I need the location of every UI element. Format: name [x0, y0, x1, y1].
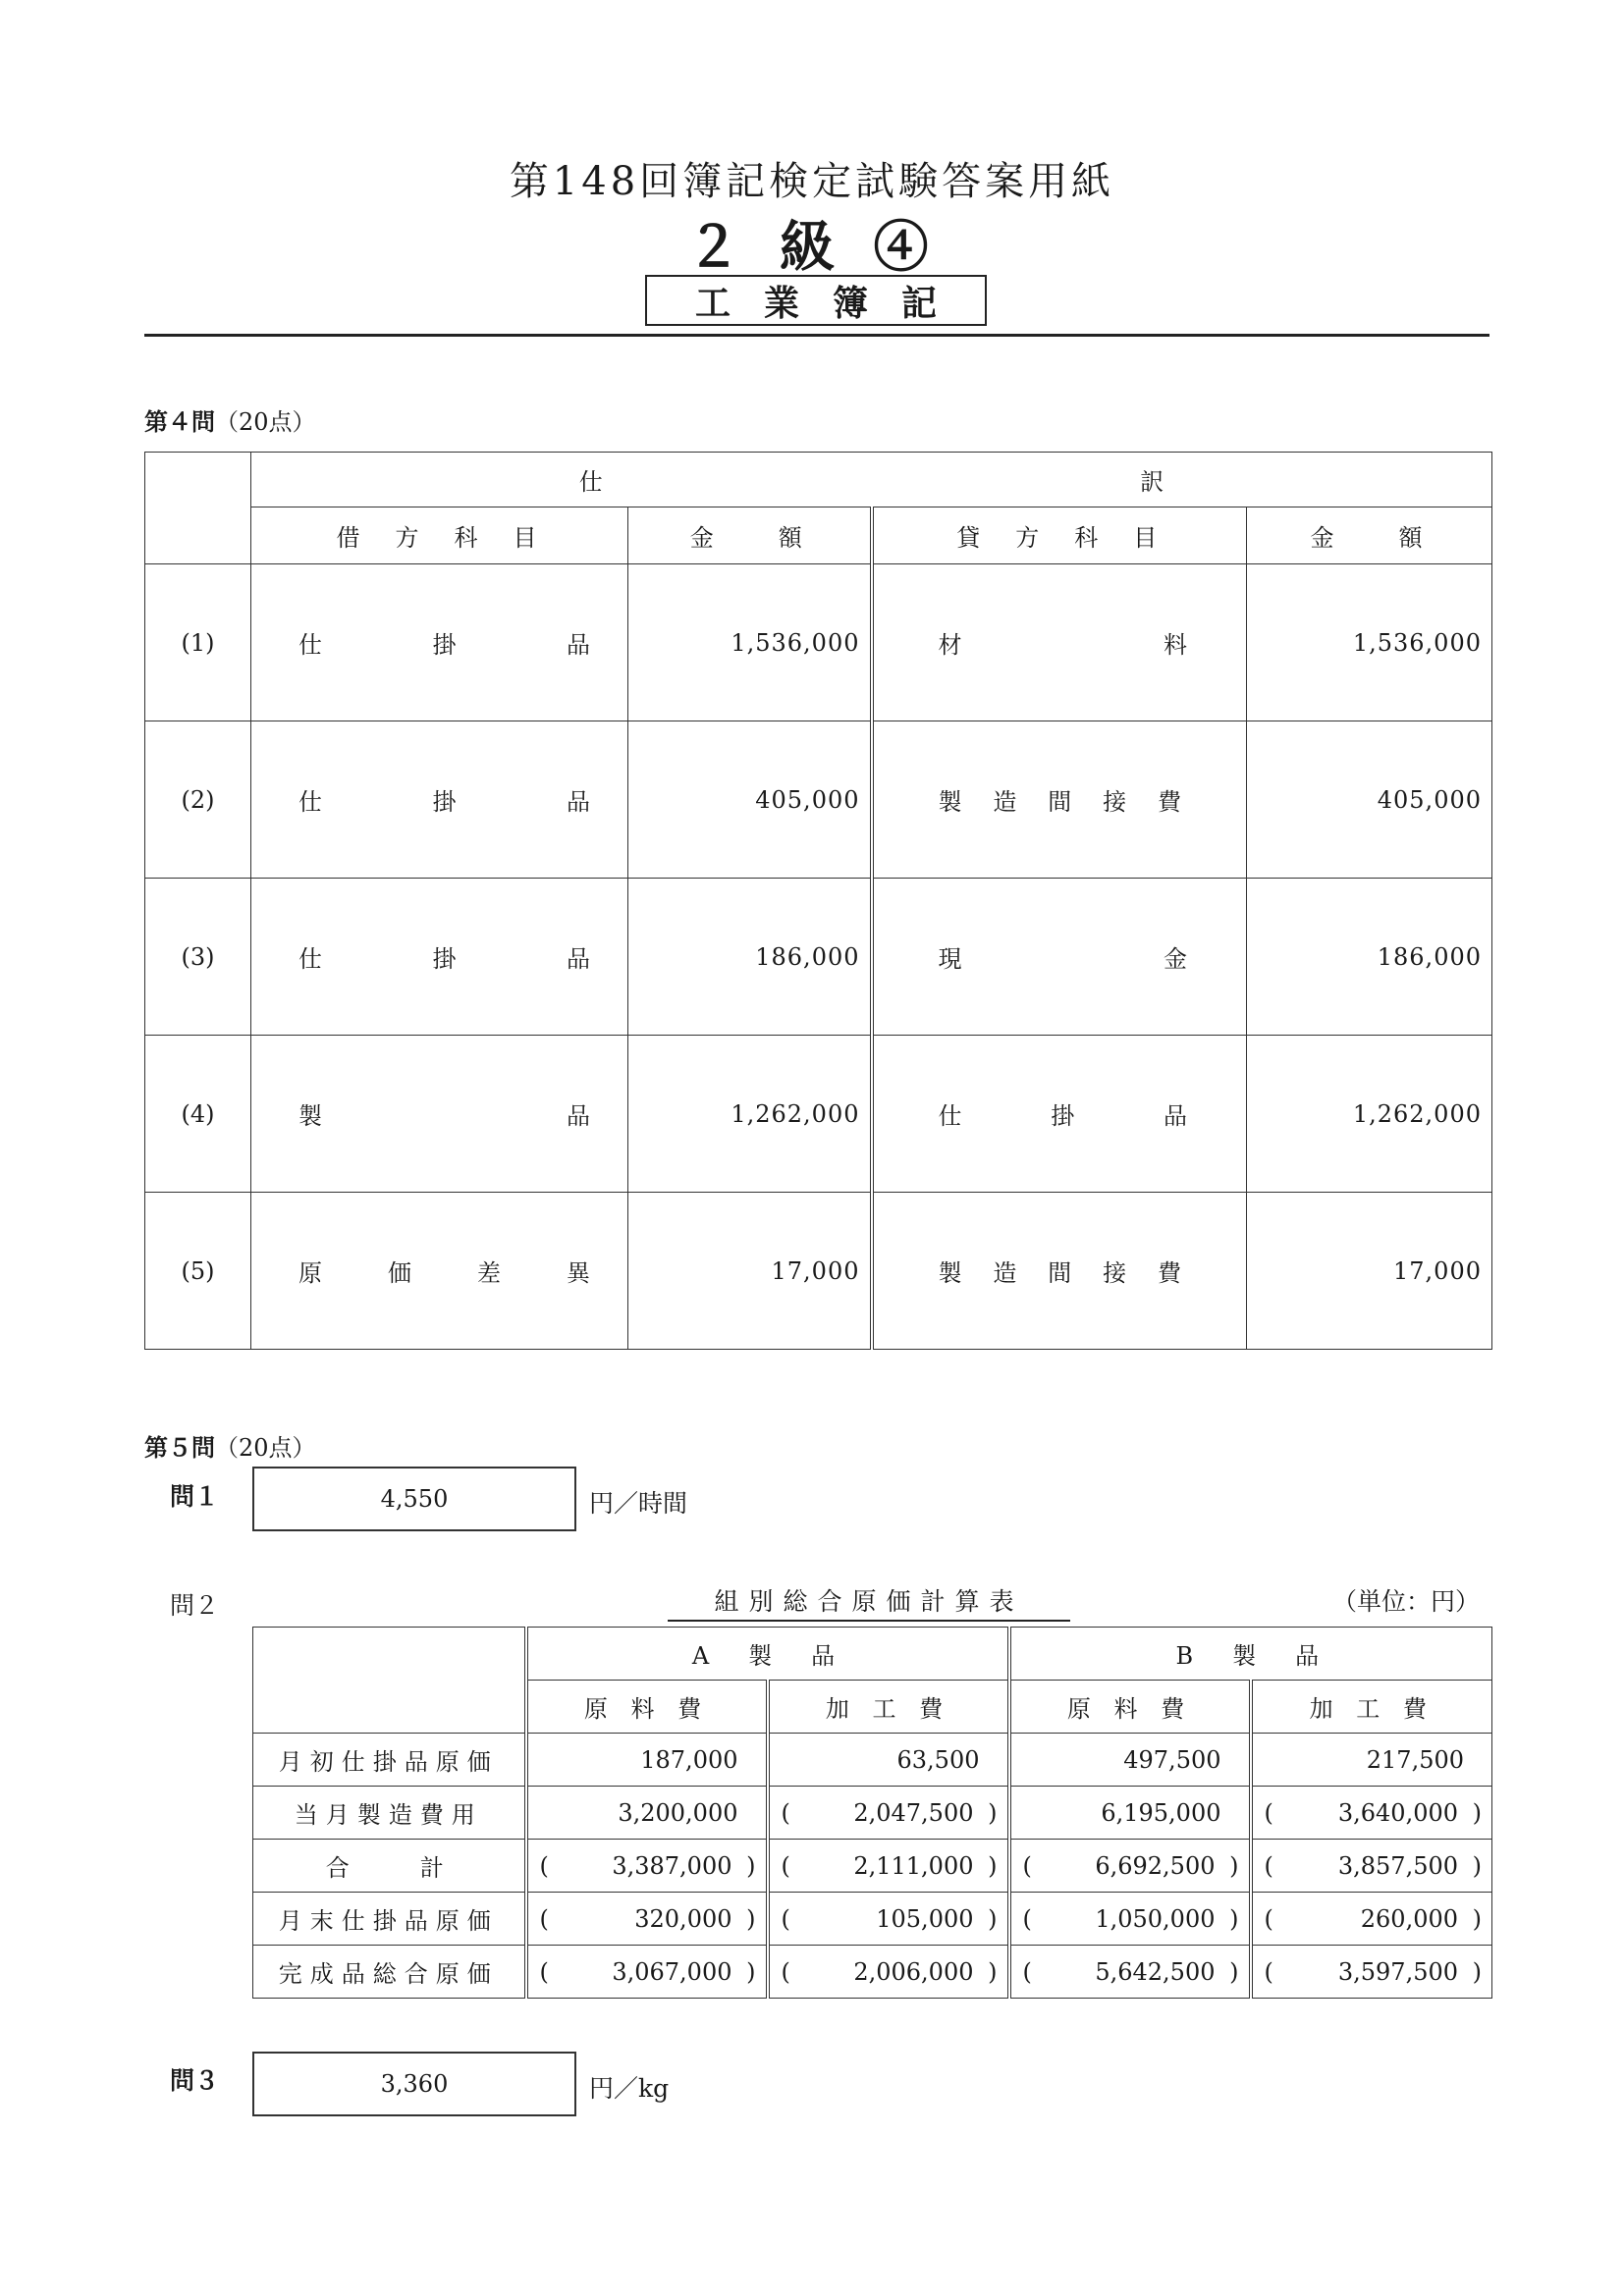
- b-conversion-header: 加 工 費: [1251, 1681, 1492, 1734]
- cost-table-title: 組別総合原価計算表: [668, 1582, 1070, 1622]
- head-debit-account: 借 方 科 目: [251, 507, 628, 564]
- close-paren: ): [988, 1798, 998, 1827]
- head-wake: 訳: [1140, 468, 1164, 496]
- close-paren: ): [1472, 1957, 1483, 1986]
- credit-amount[interactable]: 186,000: [1247, 879, 1492, 1036]
- cost-cell[interactable]: [768, 1893, 1009, 1946]
- journal-row: [145, 879, 1492, 1036]
- close-paren: ): [988, 1851, 998, 1880]
- q5-3-answer-box[interactable]: 3,360: [252, 2052, 576, 2116]
- debit-account[interactable]: 仕 掛 品: [251, 564, 628, 721]
- close-paren: ): [1472, 1851, 1483, 1880]
- row-no: (5): [145, 1193, 251, 1350]
- open-paren: (: [1264, 1798, 1273, 1827]
- debit-amount[interactable]: 1,262,000: [628, 1036, 872, 1193]
- cost-value: 1,050,000: [1095, 1904, 1216, 1933]
- cost-value: 3,857,500: [1337, 1851, 1459, 1880]
- debit-account[interactable]: 仕 掛 品: [251, 721, 628, 879]
- cost-value: 260,000: [1360, 1904, 1459, 1933]
- cost-cell[interactable]: 217,500: [1251, 1734, 1492, 1787]
- cost-cell[interactable]: [526, 1946, 768, 1999]
- debit-account[interactable]: 仕 掛 品: [251, 879, 628, 1036]
- cost-row: [253, 1893, 1492, 1946]
- q5-3-unit: 円／kg: [589, 2074, 670, 2103]
- open-paren: (: [1264, 1904, 1273, 1933]
- cost-value: 6,692,500: [1095, 1851, 1216, 1880]
- q5-points: （20点）: [215, 1434, 316, 1462]
- open-paren: (: [539, 1957, 549, 1986]
- close-paren: ): [1229, 1851, 1239, 1880]
- product-b-header: B 製 品: [1009, 1628, 1492, 1681]
- cost-row: [253, 1840, 1492, 1893]
- credit-amount[interactable]: 17,000: [1247, 1193, 1492, 1350]
- journal-row: [145, 564, 1492, 721]
- credit-amount[interactable]: 1,536,000: [1247, 564, 1492, 721]
- open-paren: (: [539, 1851, 549, 1880]
- cost-row: [253, 1787, 1492, 1840]
- a-material-header: 原 料 費: [526, 1681, 768, 1734]
- cost-value: 320,000: [634, 1904, 732, 1933]
- close-paren: ): [746, 1851, 756, 1880]
- journal-corner: [145, 453, 251, 564]
- open-paren: (: [1022, 1957, 1032, 1986]
- q4-label: 第４問: [144, 408, 215, 436]
- debit-account[interactable]: 原 価 差 異: [251, 1193, 628, 1350]
- debit-amount[interactable]: 405,000: [628, 721, 872, 879]
- header-rule: [144, 334, 1489, 337]
- open-paren: (: [781, 1851, 790, 1880]
- open-paren: (: [1022, 1904, 1032, 1933]
- open-paren: (: [539, 1904, 549, 1933]
- cost-value: 5,642,500: [1095, 1957, 1216, 1986]
- q5-2-label: 問２: [170, 1591, 220, 1620]
- credit-account[interactable]: 仕 掛 品: [872, 1036, 1247, 1193]
- journal-row: [145, 721, 1492, 879]
- head-credit-account: 貸 方 科 目: [872, 507, 1247, 564]
- journal-row: [145, 1193, 1492, 1350]
- cost-value: 2,047,500: [853, 1798, 974, 1827]
- close-paren: ): [988, 1904, 998, 1933]
- cost-cell[interactable]: [1009, 1893, 1251, 1946]
- product-a-header: A 製 品: [526, 1628, 1009, 1681]
- open-paren: (: [781, 1798, 790, 1827]
- cost-table-unit: （単位：円）: [1331, 1587, 1480, 1616]
- debit-amount[interactable]: 186,000: [628, 879, 872, 1036]
- q5-label: 第５問: [144, 1434, 215, 1462]
- journal-table: [144, 452, 1492, 1350]
- debit-amount[interactable]: 17,000: [628, 1193, 872, 1350]
- cost-cell[interactable]: [1251, 1840, 1492, 1893]
- q5-1-label: 問１: [170, 1482, 220, 1511]
- cost-cell[interactable]: [1251, 1893, 1492, 1946]
- open-paren: (: [781, 1957, 790, 1986]
- open-paren: (: [1264, 1957, 1273, 1986]
- cost-corner: [253, 1628, 526, 1734]
- b-material-header: 原 料 費: [1009, 1681, 1251, 1734]
- grade-title: ２ 級 ④: [685, 215, 939, 280]
- cost-cell[interactable]: 6,195,000: [1009, 1787, 1251, 1840]
- close-paren: ): [1229, 1904, 1239, 1933]
- cost-cell[interactable]: 63,500: [768, 1734, 1009, 1787]
- row-no: (1): [145, 564, 251, 721]
- credit-account[interactable]: 製 造 間 接 費: [872, 721, 1247, 879]
- cost-cell[interactable]: [1009, 1840, 1251, 1893]
- cost-row-label: 当月製造費用: [253, 1787, 526, 1840]
- credit-amount[interactable]: 405,000: [1247, 721, 1492, 879]
- cost-value: 105,000: [876, 1904, 974, 1933]
- cost-cell[interactable]: [1009, 1946, 1251, 1999]
- exam-title: 第148回簿記検定試験答案用紙: [509, 159, 1115, 204]
- cost-value: 3,387,000: [612, 1851, 732, 1880]
- a-conversion-header: 加 工 費: [768, 1681, 1009, 1734]
- q5-3-label: 問３: [170, 2066, 220, 2095]
- cost-row: [253, 1946, 1492, 1999]
- q4-heading: [144, 402, 316, 437]
- cost-table: [252, 1627, 1492, 1999]
- debit-amount[interactable]: 1,536,000: [628, 564, 872, 721]
- close-paren: ): [746, 1904, 756, 1933]
- credit-account[interactable]: 材 料: [872, 564, 1247, 721]
- q5-heading: [144, 1428, 316, 1463]
- cost-value: 2,111,000: [853, 1851, 974, 1880]
- cost-cell[interactable]: 187,000: [526, 1734, 768, 1787]
- close-paren: ): [1229, 1957, 1239, 1986]
- open-paren: (: [1264, 1851, 1273, 1880]
- cost-value: 3,640,000: [1337, 1798, 1459, 1827]
- q5-1-answer-box[interactable]: 4,550: [252, 1467, 576, 1531]
- cost-cell[interactable]: [526, 1893, 768, 1946]
- cost-cell[interactable]: 3,200,000: [526, 1787, 768, 1840]
- head-debit-amount: 金 額: [628, 507, 872, 564]
- head-shi: 仕: [578, 468, 603, 496]
- close-paren: ): [1472, 1798, 1483, 1827]
- cost-cell[interactable]: [1251, 1787, 1492, 1840]
- subject-box: 工業簿記: [645, 275, 987, 326]
- cost-row-label: 月初仕掛品原価: [253, 1734, 526, 1787]
- close-paren: ): [988, 1957, 998, 1986]
- credit-account[interactable]: 現 金: [872, 879, 1247, 1036]
- cost-row-label: 月末仕掛品原価: [253, 1893, 526, 1946]
- open-paren: (: [1022, 1851, 1032, 1880]
- journal-row: [145, 1036, 1492, 1193]
- close-paren: ): [746, 1957, 756, 1986]
- cost-value: 3,597,500: [1337, 1957, 1459, 1986]
- credit-account[interactable]: 製 造 間 接 費: [872, 1193, 1247, 1350]
- cost-cell[interactable]: [768, 1840, 1009, 1893]
- q5-1-unit: 円／時間: [589, 1489, 688, 1518]
- q4-points: （20点）: [215, 408, 316, 436]
- cost-cell[interactable]: 497,500: [1009, 1734, 1251, 1787]
- head-credit-amount: 金 額: [1247, 507, 1492, 564]
- cost-row-label: 合 計: [253, 1840, 526, 1893]
- cost-value: 3,067,000: [612, 1957, 732, 1986]
- debit-account[interactable]: 製 品: [251, 1036, 628, 1193]
- row-no: (4): [145, 1036, 251, 1193]
- cost-row: [253, 1734, 1492, 1787]
- cost-cell[interactable]: [526, 1840, 768, 1893]
- cost-row-label: 完成品総合原価: [253, 1946, 526, 1999]
- cost-cell[interactable]: [768, 1787, 1009, 1840]
- close-paren: ): [1472, 1904, 1483, 1933]
- cost-cell[interactable]: [768, 1946, 1009, 1999]
- credit-amount[interactable]: 1,262,000: [1247, 1036, 1492, 1193]
- open-paren: (: [781, 1904, 790, 1933]
- row-no: (2): [145, 721, 251, 879]
- cost-cell[interactable]: [1251, 1946, 1492, 1999]
- journal-head-top: [251, 453, 1492, 507]
- row-no: (3): [145, 879, 251, 1036]
- cost-value: 2,006,000: [853, 1957, 974, 1986]
